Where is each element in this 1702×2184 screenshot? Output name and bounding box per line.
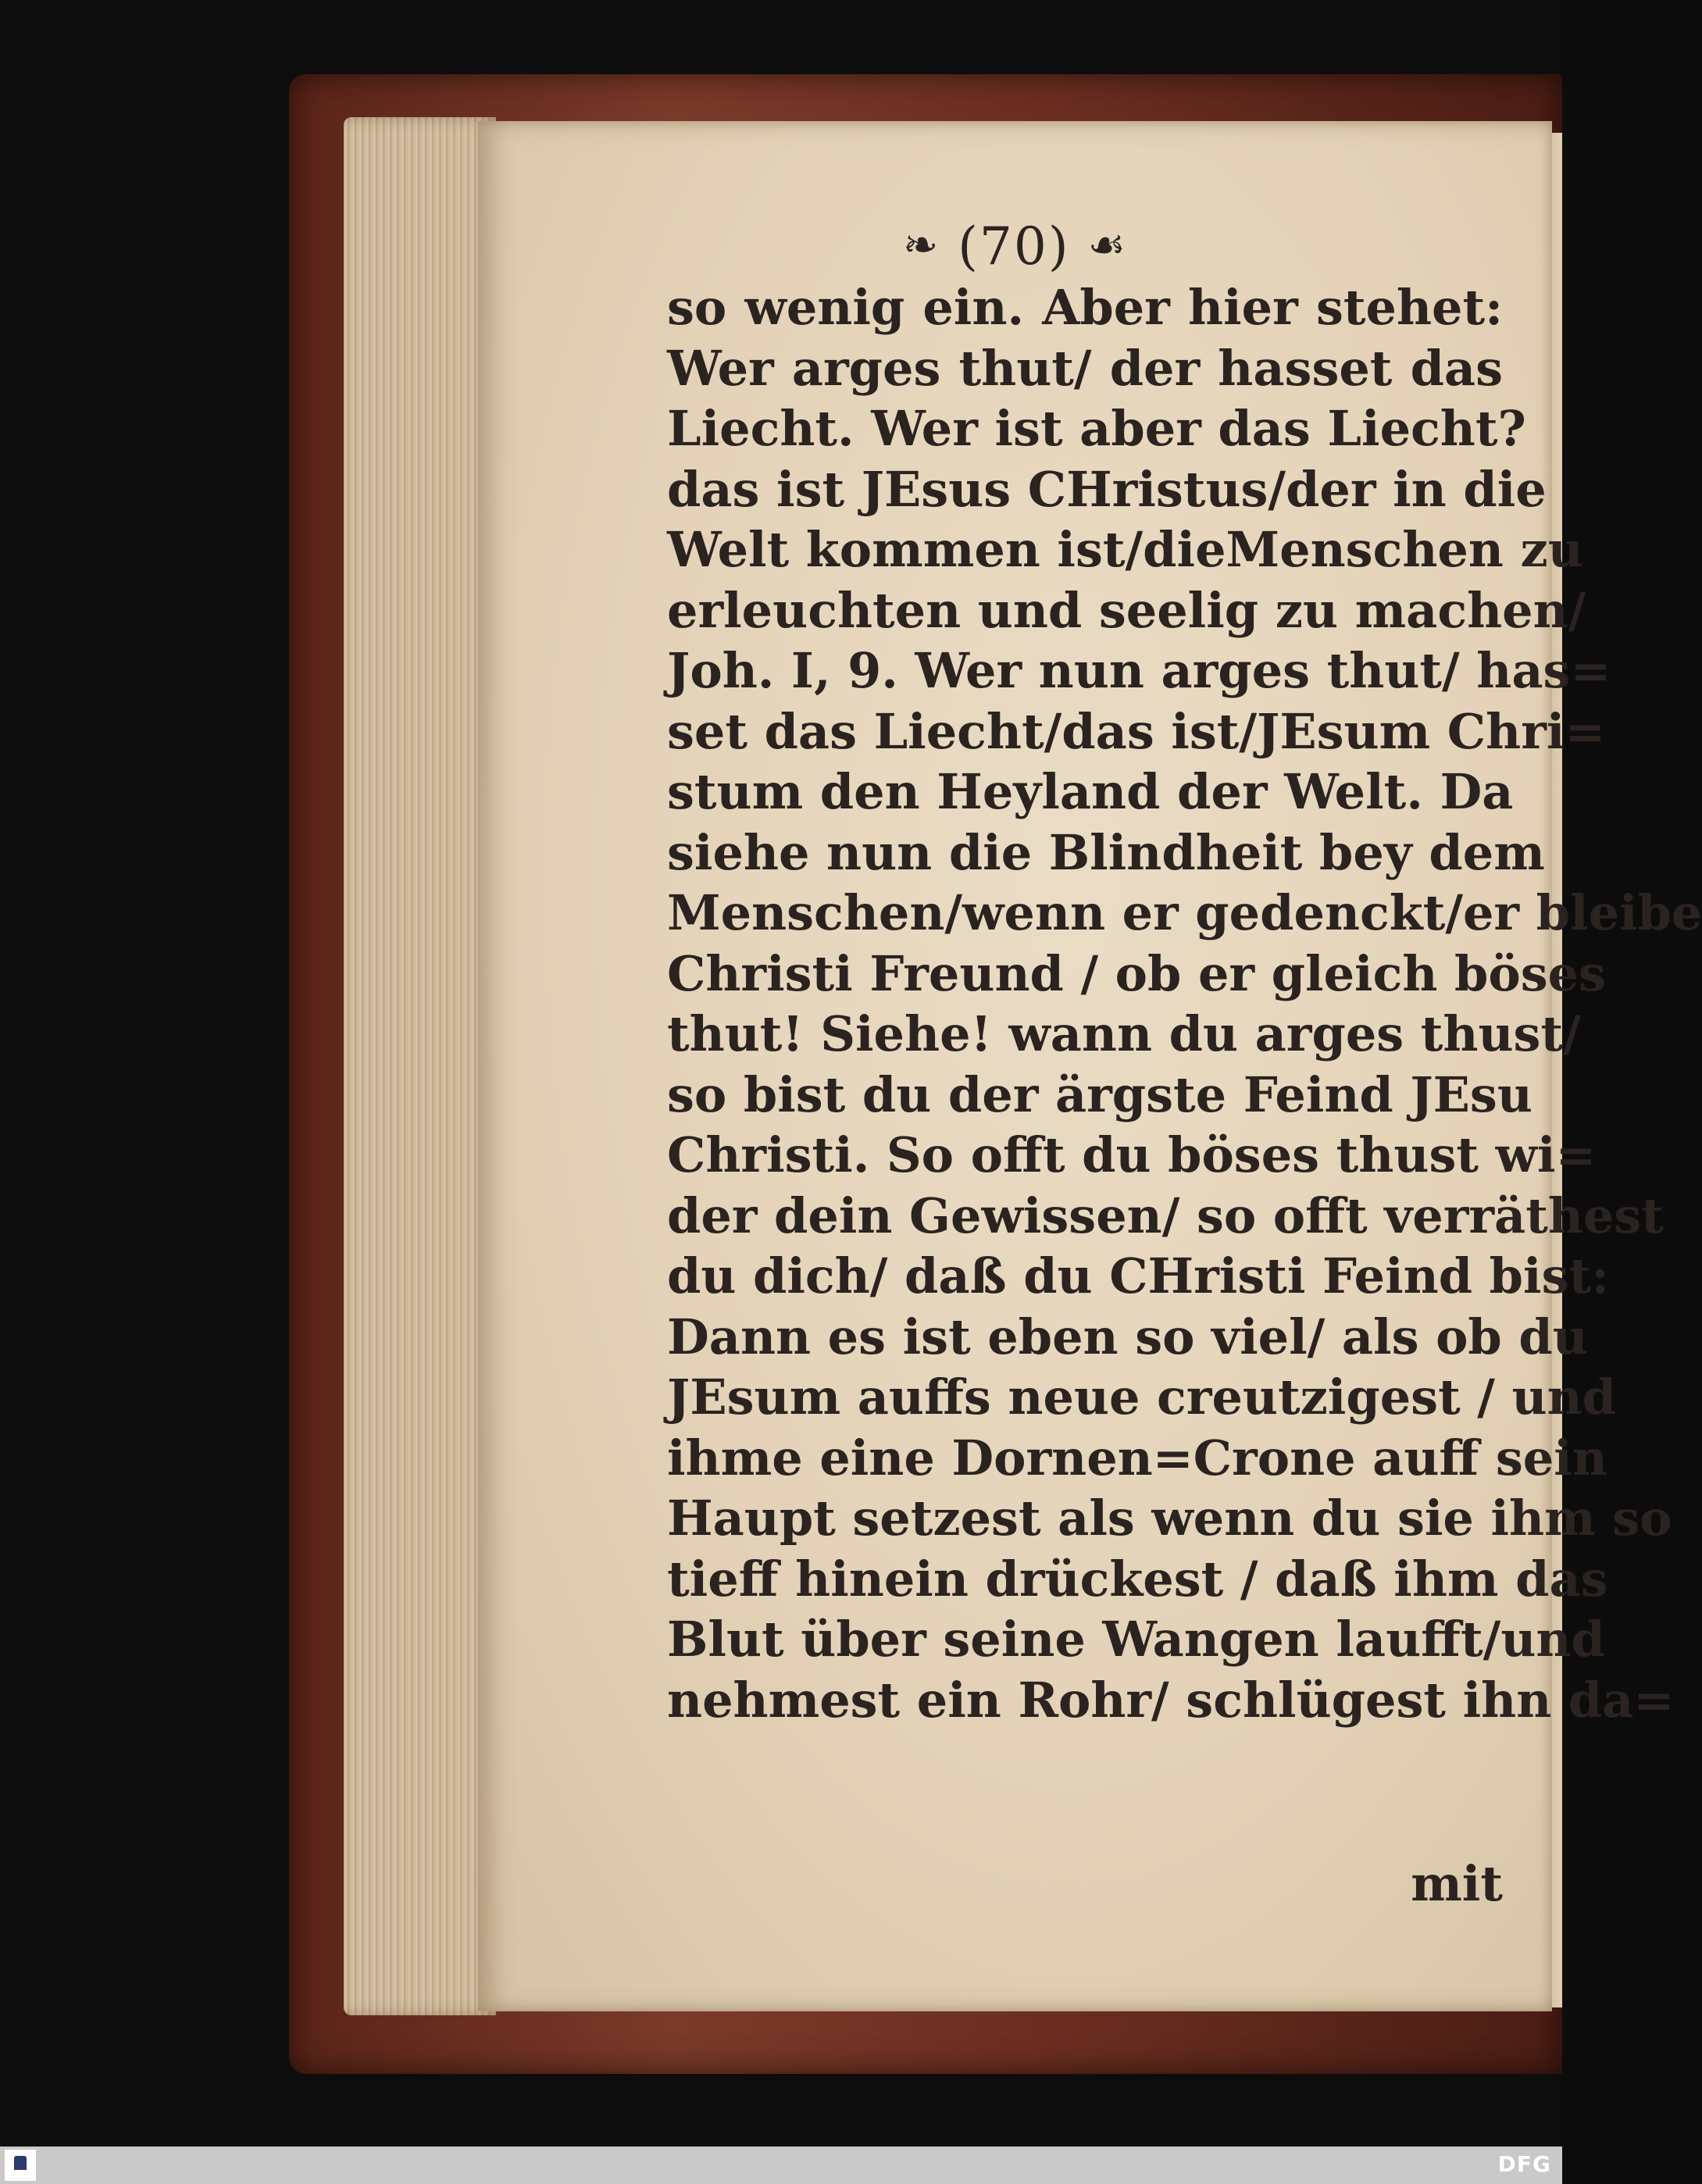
text-line: stum den Heyland der Welt. Da [667,763,1514,820]
text-line: Dann es ist eben so viel/ als ob du [667,1308,1588,1365]
library-logo-icon[interactable] [5,2150,36,2181]
text-line: Joh. I, 9. Wer nun arges thut/ has= [667,642,1611,699]
text-line: Haupt setzest als wenn du sie ihm so [667,1490,1672,1547]
text-line: das ist JEsus CHristus/der in die [667,460,1547,518]
dfg-logo[interactable]: DFG [1497,2151,1551,2177]
text-line: tieff hinein drückest / daß ihm das [667,1550,1608,1608]
page-edges [344,117,496,2015]
text-line: nehmest ein Rohr/ schlügest ihn da= [667,1671,1675,1729]
text-line: Wer arges thut/ der hasset das [667,339,1503,397]
page-number: (70) [958,216,1070,277]
text-line: der dein Gewissen/ so offt verräthest [667,1187,1664,1244]
text-line: JEsum auffs neue creutzigest / und [667,1369,1617,1426]
viewer-footer-bar [0,2147,1562,2184]
text-line: Christi Freund / ob er gleich böses [667,944,1606,1002]
text-line: set das Liecht/das ist/JEsum Chri= [667,702,1606,760]
text-line: Menschen/wenn er gedenckt/er bleibe [667,884,1702,941]
page-text [667,277,1702,1730]
page-header [478,216,1552,277]
text-line: so wenig ein. Aber hier stehet: [667,279,1503,336]
ornament-right-icon: ☙ [1087,220,1128,269]
catchword: mit [1411,1855,1503,1912]
text-line: thut! Siehe! wann du arges thust/ [667,1005,1581,1062]
text-line: ihme eine Dornen=Crone auff sein [667,1429,1607,1486]
text-line: erleuchten und seelig zu machen/ [667,581,1586,639]
ornament-left-icon: ❧ [902,220,940,269]
text-line: Christi. So offt du böses thust wi= [667,1126,1597,1183]
text-line: Blut über seine Wangen laufft/und [667,1611,1605,1668]
text-line: Liecht. Wer ist aber das Liecht? [667,400,1526,457]
text-line: Welt kommen ist/dieMenschen zu [667,521,1583,578]
text-line: siehe nun die Blindheit bey dem [667,823,1545,881]
text-line: so bist du der ärgste Feind JEsu [667,1065,1533,1123]
text-line: du dich/ daß du CHristi Feind bist: [667,1247,1610,1304]
book-page [478,121,1702,2011]
